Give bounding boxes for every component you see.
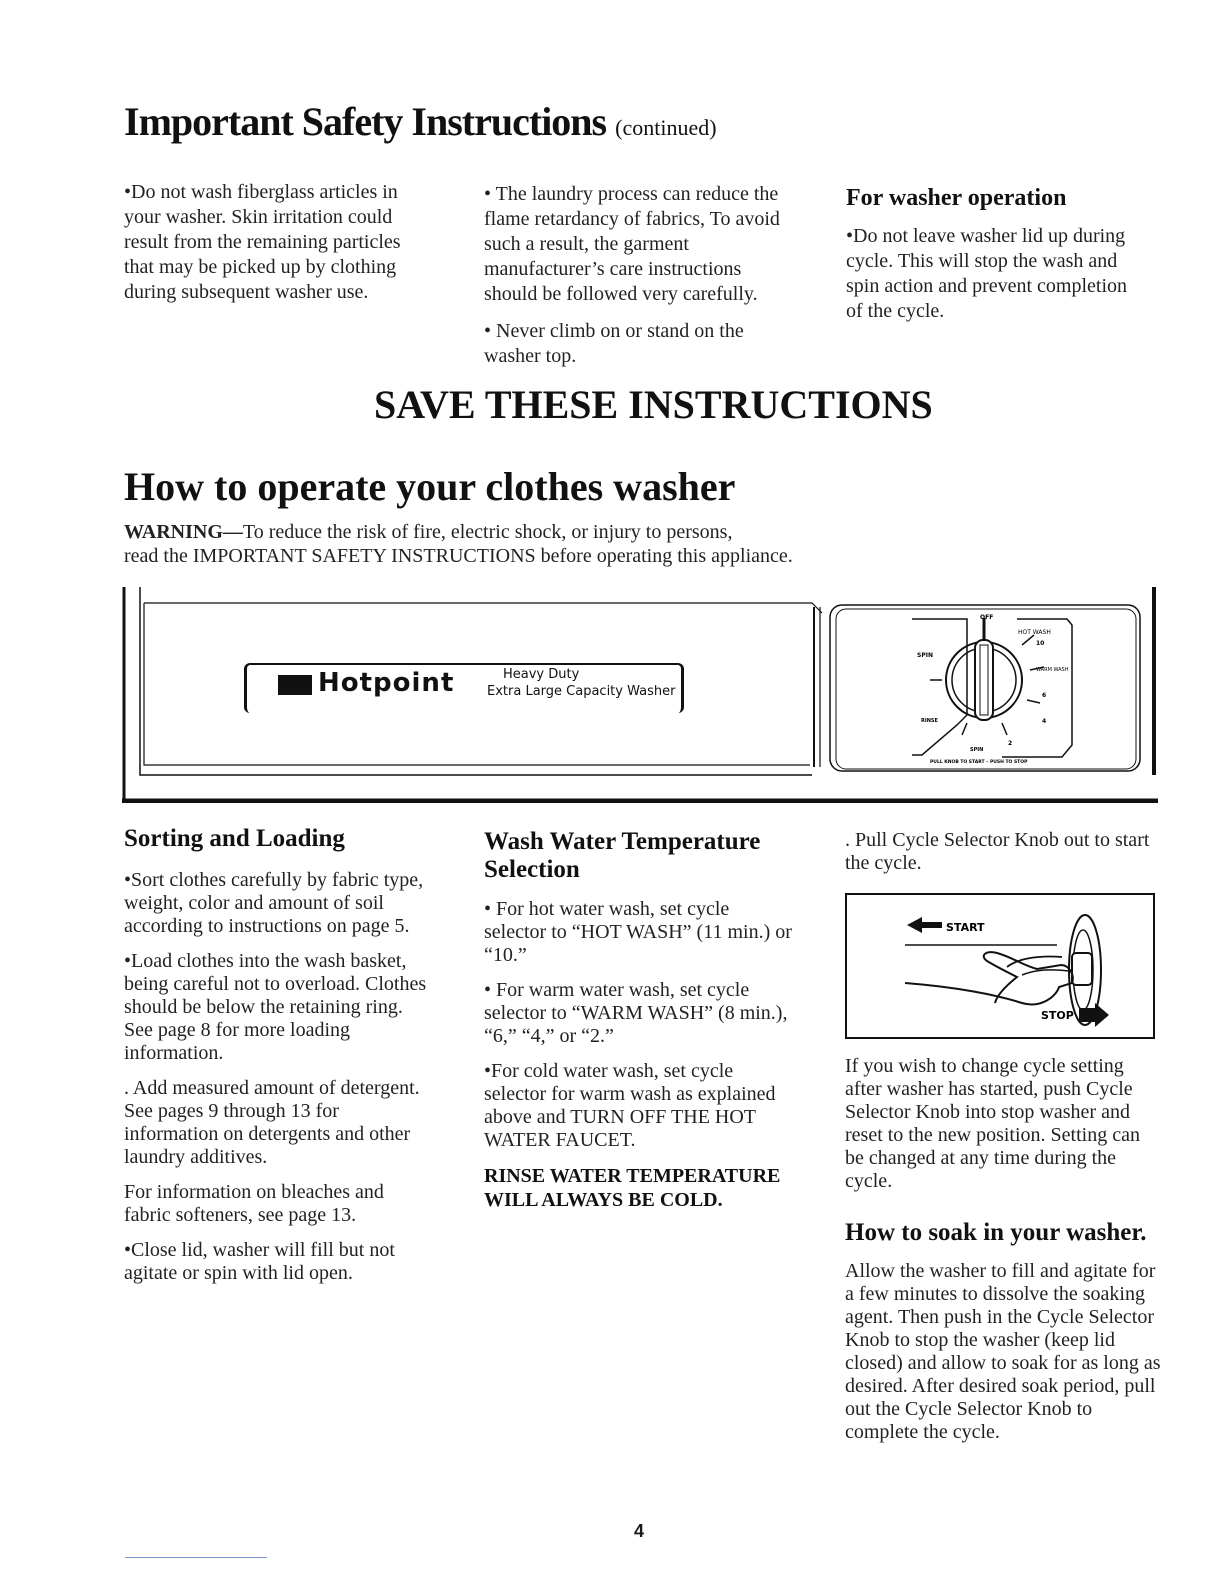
dial-off-label: OFF	[980, 614, 994, 621]
warning-block	[124, 520, 884, 568]
dial-2-label: 2	[1008, 740, 1013, 747]
page-title	[124, 98, 717, 145]
sorting-p5: •Close lid, washer will fill but not agitate or spin with lid open.	[124, 1239, 395, 1284]
wash-temp-heading: Wash Water Temperature Selection	[484, 828, 761, 883]
washer-operation-text: •Do not leave washer lid up during cycle. This will stop the wash and spin action and prevent completion of the cycle.	[846, 225, 1128, 322]
wash-temp-p1: • For hot water wash, set cycle selector to “HOT WASH” (11 min.) or “10.”	[484, 898, 792, 966]
start-arrow-icon	[907, 917, 942, 933]
sorting-p3: . Add measured amount of detergent. See pages 9 through 13 for information on detergents and other laundry additives.	[124, 1077, 420, 1168]
extra-large-label: Extra Large Capacity Washer	[487, 684, 676, 699]
safety-col2	[484, 182, 784, 369]
dial-6-label: 6	[1042, 692, 1047, 699]
dial-spin-top-label: SPIN	[917, 652, 933, 659]
heavy-duty-label: Heavy Duty	[503, 667, 580, 682]
dial-4-label: 4	[1042, 718, 1047, 725]
safety-col1-text: •Do not wash fiberglass articles in your washer. Skin irritation could result from the remaining particles that may be picked up by clothing during subsequent washer use.	[124, 181, 401, 303]
stop-label: STOP	[1041, 1009, 1074, 1022]
knob-hand-drawing	[847, 895, 1153, 1037]
soak-text: Allow the washer to fill and agitate for a few minutes to dissolve the soaking agent. Then push in the Cycle Selector Knob to stop the washer (keep lid closed) and allow to soak for as long as desired. After desired soak period, pull out the Cycle Selector Knob to complete the cycle.	[845, 1260, 1161, 1443]
footer-rule	[125, 1557, 267, 1558]
stop-arrow-icon	[1079, 1003, 1109, 1027]
dial-10-label: 10	[1036, 640, 1045, 647]
sorting-p4: For information on bleaches and fabric softeners, see page 13.	[124, 1181, 384, 1226]
safety-col2-p2: • Never climb on or stand on the washer top.	[484, 320, 744, 367]
warning-label: WARNING—	[124, 521, 243, 543]
start-stop-illustration	[845, 893, 1155, 1039]
change-cycle-text: If you wish to change cycle setting after washer has started, push Cycle Selector Knob into stop washer and reset to the new position. Setting can be changed at any time during the cycle.	[845, 1055, 1140, 1192]
sorting-heading: Sorting and Loading	[124, 825, 345, 852]
warning-text-1: To reduce the risk of fire, electric shock, or injury to persons,	[242, 521, 733, 543]
dial-rinse-label: RINSE	[921, 718, 938, 724]
washer-operation-heading: For washer operation	[846, 185, 1067, 211]
dial-warm-wash-label: WARM WASH	[1036, 667, 1069, 673]
warning-text-2: read the IMPORTANT SAFETY INSTRUCTIONS before operating this appliance.	[124, 545, 793, 567]
dial-hot-wash-label: HOT WASH	[1018, 629, 1051, 636]
safety-col2-p1: • The laundry process can reduce the flame retardancy of fabrics, To avoid such a result, the garment manufacturer’s care instructions should be followed very carefully.	[484, 183, 780, 305]
cycle-dial	[912, 614, 1072, 765]
continued-label: (continued)	[615, 115, 717, 140]
save-instructions-banner: SAVE THESE INSTRUCTIONS	[374, 382, 933, 427]
how-to-title: How to operate your clothes washer	[124, 464, 736, 509]
wash-temp-p3: •For cold water wash, set cycle selector for warm wash as explained above and TURN OFF THE HOT WATER FAUCET.	[484, 1060, 776, 1151]
pull-knob-text: . Pull Cycle Selector Knob out to start the cycle.	[845, 829, 1150, 874]
brand-mark-icon	[278, 675, 312, 695]
page-number: 4	[634, 1521, 645, 1541]
rinse-note-line1: RINSE WATER TEMPERATURE	[484, 1165, 781, 1187]
sorting-p1: •Sort clothes carefully by fabric type, weight, color and amount of soil according to instructions on page 5.	[124, 869, 424, 937]
soak-heading: How to soak in your washer.	[845, 1219, 1147, 1246]
sorting-section	[124, 825, 434, 1285]
wash-temp-section	[484, 828, 794, 1212]
page-title-text: Important Safety Instructions	[124, 99, 607, 144]
safety-col3	[846, 184, 1136, 324]
wash-temp-p2: • For warm water wash, set cycle selector to “WARM WASH” (8 min.), “6,” “4,” or “2.”	[484, 979, 788, 1047]
dial-instruction-label: PULL KNOB TO START – PUSH TO STOP	[930, 760, 1028, 765]
sorting-p2: •Load clothes into the wash basket, being careful not to overload. Clothes should be below the retaining ring. See page 8 for more loading information.	[124, 950, 427, 1064]
rinse-note-line2: WILL ALWAYS BE COLD.	[484, 1189, 723, 1211]
dial-spin-bottom-label: SPIN	[970, 747, 984, 753]
brand-name: Hotpoint	[318, 668, 455, 698]
start-label: START	[946, 921, 985, 934]
